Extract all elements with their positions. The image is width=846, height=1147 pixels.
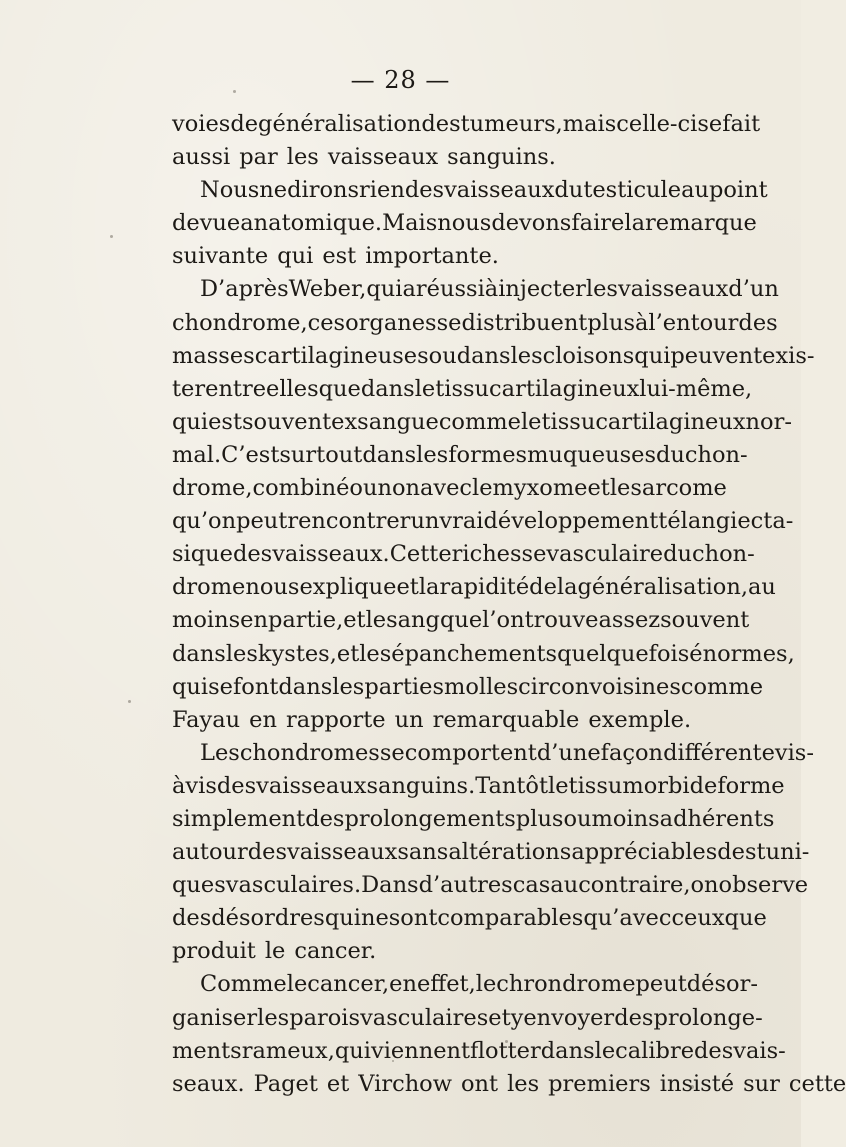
text-line: mal. C’est surtout dans les formes muqueuses du chon- <box>172 441 748 468</box>
text-line: ments rameux, qui viennent flotter dans le calibre des vais- <box>172 1037 786 1064</box>
page-number: — 28 — <box>350 66 451 94</box>
text-line: moins en partie, et le sang que l’on trouve assez souvent <box>172 607 750 634</box>
text-line: sique des vaisseaux. Cette richesse vasculaire du chon- <box>172 541 755 568</box>
text-line: D’après Weber, qui a réussi à injecter les vaisseaux d’un <box>200 276 779 303</box>
text-line: suivante qui est importante. <box>172 243 499 270</box>
text-line: aussi par les vaisseaux sanguins. <box>172 144 556 171</box>
text-line: masses cartilagineuses ou dans les cloisons qui peuvent exis- <box>172 342 815 369</box>
text-line: drome, combiné ou non avec le myxome et le sarcome <box>172 475 727 502</box>
text-line: ques vasculaires. Dans d’autres cas au contraire, on observe <box>172 872 809 899</box>
text-line: qu’on peut rencontrer un vrai développement télangiecta- <box>172 508 794 535</box>
text-line: autour des vaisseaux sans altérations appréciables des tuni- <box>172 839 810 866</box>
text-line: qui est souvent exsangue comme le tissu cartilagineux nor- <box>172 408 792 435</box>
text-line: ganiser les parois vasculaires et y envoyer des prolonge- <box>172 1004 763 1031</box>
text-line: simplement des prolongements plus ou moins adhérents <box>172 805 775 832</box>
text-line: à vis des vaisseaux sanguins. Tantôt le tissu morbide forme <box>172 772 785 799</box>
text-line: des désordres qui ne sont comparables qu’avec ceux que <box>172 905 767 932</box>
text-line: ter entre elles que dans le tissu cartilagineux lui-même, <box>172 375 753 402</box>
text-line: Comme le cancer, en effet, le chrondrome peut désor- <box>200 971 758 998</box>
body-text <box>172 108 846 1101</box>
text-line: dans les kystes, et les épanchements quelquefois énormes, <box>172 640 795 667</box>
text-line: Les chondromes se comportent d’une façon différente vis- <box>200 739 814 766</box>
paper-speck <box>128 700 131 703</box>
text-line: Fayau en rapporte un remarquable exemple. <box>172 706 692 733</box>
text-line: produit le cancer. <box>172 938 377 965</box>
text-line: drome nous explique et la rapidité de la généralisation, au <box>172 574 776 601</box>
paper-speck <box>505 1040 508 1043</box>
paper-speck <box>690 1085 694 1089</box>
paper-speck <box>392 1060 394 1062</box>
text-line: seaux. Paget et Virchow ont les premiers insisté sur cette <box>172 1070 846 1097</box>
text-line: de vue anatomique. Mais nous devons faire la remarque <box>172 210 757 237</box>
text-line: qui se font dans les parties molles circonvoisines comme <box>172 673 764 700</box>
text-line: voies de généralisation des tumeurs, mais celle-ci se fait <box>172 111 761 137</box>
text-line: Nous ne dirons rien des vaisseaux du testicule au point <box>200 177 768 204</box>
paper-speck <box>233 90 236 93</box>
text-line: chondrome, ces organes se distribuent plus à l’entour des <box>172 309 778 336</box>
paper-speck <box>110 235 113 238</box>
